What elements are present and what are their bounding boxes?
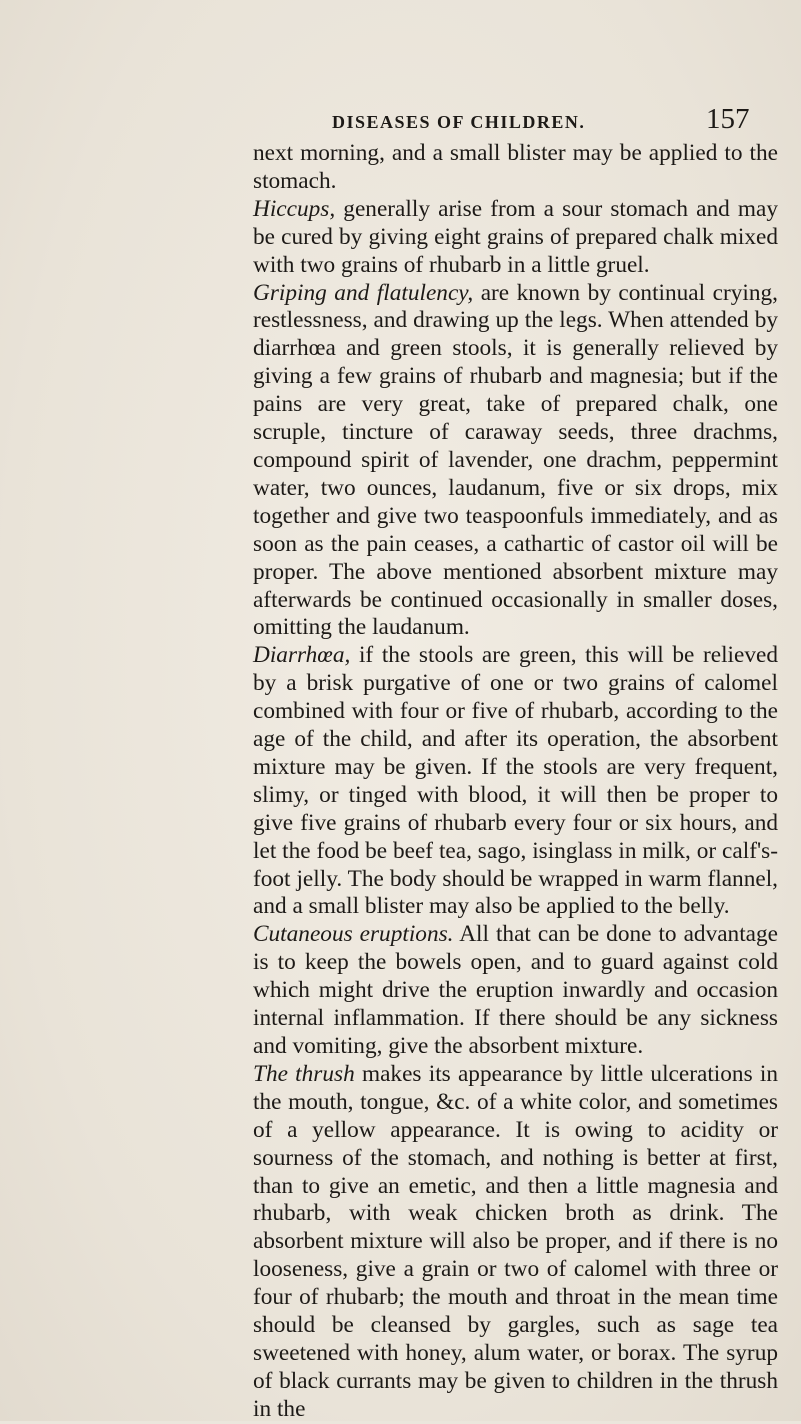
paragraph-thrush [253, 1061, 778, 1424]
running-head: DISEASES OF CHILDREN. [332, 112, 586, 132]
paragraph-griping [253, 280, 778, 643]
page-number: 157 [706, 103, 750, 135]
paragraph-diarrhoea [253, 642, 778, 921]
paragraph-body: if the stools are green, this will be relieved by a brisk purgative of one or two grains of calomel combined with four or five of rhubarb, according to the age of the child, and after its operation, the absorbent mixture may be given. If the stools are very frequent, slimy, or tinged with blood, it will then be proper to give five grains of rhubarb every four or six hours, and let the food be beef tea, sago, isinglass in milk, or calf's-foot jelly. The body should be wrapped in warm flannel, and a small blister may also be applied to the belly. [253, 642, 778, 920]
paragraph-body: generally arise from a sour stomach and may be cured by giving eight grains of prepared chalk mixed with two grains of rhubarb in a little gruel. [253, 195, 778, 278]
paragraph-cutaneous-eruptions [253, 921, 778, 1061]
paragraph-body: All that can be done to advantage is to keep the bowels open, and to guard against cold which might drive the eruption inwardly and occasion internal inflammation. If there should be any sickness and vomiting, give the absorbent mixture. [253, 921, 779, 1059]
paragraph-lead: Griping and flatulency, [253, 279, 474, 306]
paragraph-lead: Hiccups, [253, 195, 336, 222]
paragraph-hiccups [253, 196, 778, 280]
paragraph-lead: The thrush [253, 1060, 355, 1087]
paragraph-lead: Cutaneous eruptions. [253, 921, 454, 948]
paragraph-body: next morning, and a small blister may be applied to the stomach. [253, 140, 778, 194]
paragraph-body: are known by continual crying, restlessness, and drawing up the legs. When attended by diarrhœa and green stools, it is generally relieved by giving a few grains of rhubarb and magnesia; but if the pains are very great, take of prepared chalk, one scruple, tincture of caraway seeds, three drachms, compound spirit of lavender, one drachm, peppermint water, two ounces, laudanum, five or six drops, mix together and give two teaspoonfuls immediately, and as soon as the pain ceases, a cathartic of castor oil will be proper. The above mentioned absorbent mixture may afterwards be continued occasionally in smaller doses, omitting the laudanum. [253, 279, 778, 641]
body-text [253, 140, 778, 1424]
paragraph-body: makes its appearance by little ulcerations in the mouth, tongue, &c. of a white color, and sometimes of a yellow appearance. It is owing to acidity or sourness of the stomach, and nothing is better at first, than to give an emetic, and then a little magnesia and rhubarb, with weak chicken broth as drink. The absorbent mixture will also be proper, and if there is no looseness, give a grain or two of calomel with three or four of rhubarb; the mouth and throat in the mean time should be cleansed by gargles, such as sage tea sweetened with honey, alum water, or borax. The syrup of black currants may be given to children in the thrush in the [253, 1060, 778, 1422]
paragraph-lead: Diarrhœa, [253, 642, 351, 669]
paragraph-continuation [253, 140, 778, 196]
